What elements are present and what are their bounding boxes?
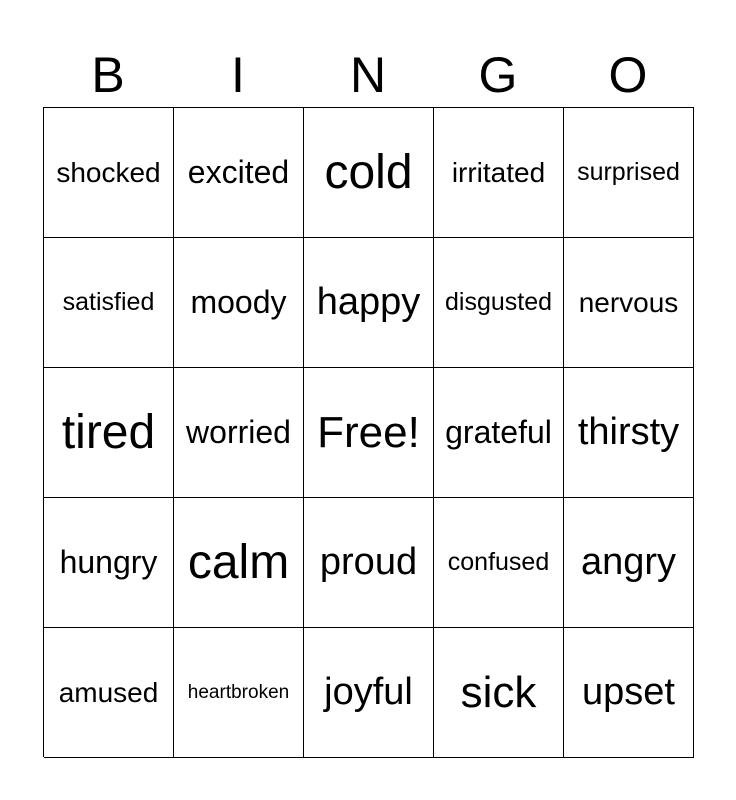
bingo-cell[interactable]: confused: [434, 498, 564, 628]
bingo-cell[interactable]: nervous: [564, 238, 694, 368]
bingo-cell[interactable]: satisfied: [44, 238, 174, 368]
free-space-cell[interactable]: Free!: [304, 368, 434, 498]
bingo-cell[interactable]: worried: [174, 368, 304, 498]
bingo-cell[interactable]: grateful: [434, 368, 564, 498]
bingo-cell[interactable]: happy: [304, 238, 434, 368]
bingo-cell[interactable]: tired: [44, 368, 174, 498]
bingo-cell[interactable]: excited: [174, 108, 304, 238]
bingo-cell[interactable]: hungry: [44, 498, 174, 628]
header-letter-o: O: [608, 47, 648, 103]
bingo-cell[interactable]: amused: [44, 628, 174, 758]
bingo-cell[interactable]: shocked: [44, 108, 174, 238]
header-letter-b: B: [91, 47, 125, 103]
bingo-cell[interactable]: upset: [564, 628, 694, 758]
bingo-cell[interactable]: moody: [174, 238, 304, 368]
bingo-board: [43, 107, 694, 757]
header-letter-n: N: [349, 47, 387, 103]
header-letter-i: I: [231, 47, 245, 103]
bingo-cell[interactable]: joyful: [304, 628, 434, 758]
bingo-cell[interactable]: irritated: [434, 108, 564, 238]
bingo-header: [43, 44, 693, 106]
bingo-cell[interactable]: angry: [564, 498, 694, 628]
bingo-cell[interactable]: cold: [304, 108, 434, 238]
header-letter-g: G: [478, 47, 518, 103]
bingo-cell[interactable]: sick: [434, 628, 564, 758]
bingo-cell[interactable]: thirsty: [564, 368, 694, 498]
bingo-cell[interactable]: disgusted: [434, 238, 564, 368]
bingo-cell[interactable]: calm: [174, 498, 304, 628]
bingo-cell[interactable]: surprised: [564, 108, 694, 238]
bingo-cell[interactable]: proud: [304, 498, 434, 628]
bingo-cell[interactable]: heartbroken: [174, 628, 304, 758]
